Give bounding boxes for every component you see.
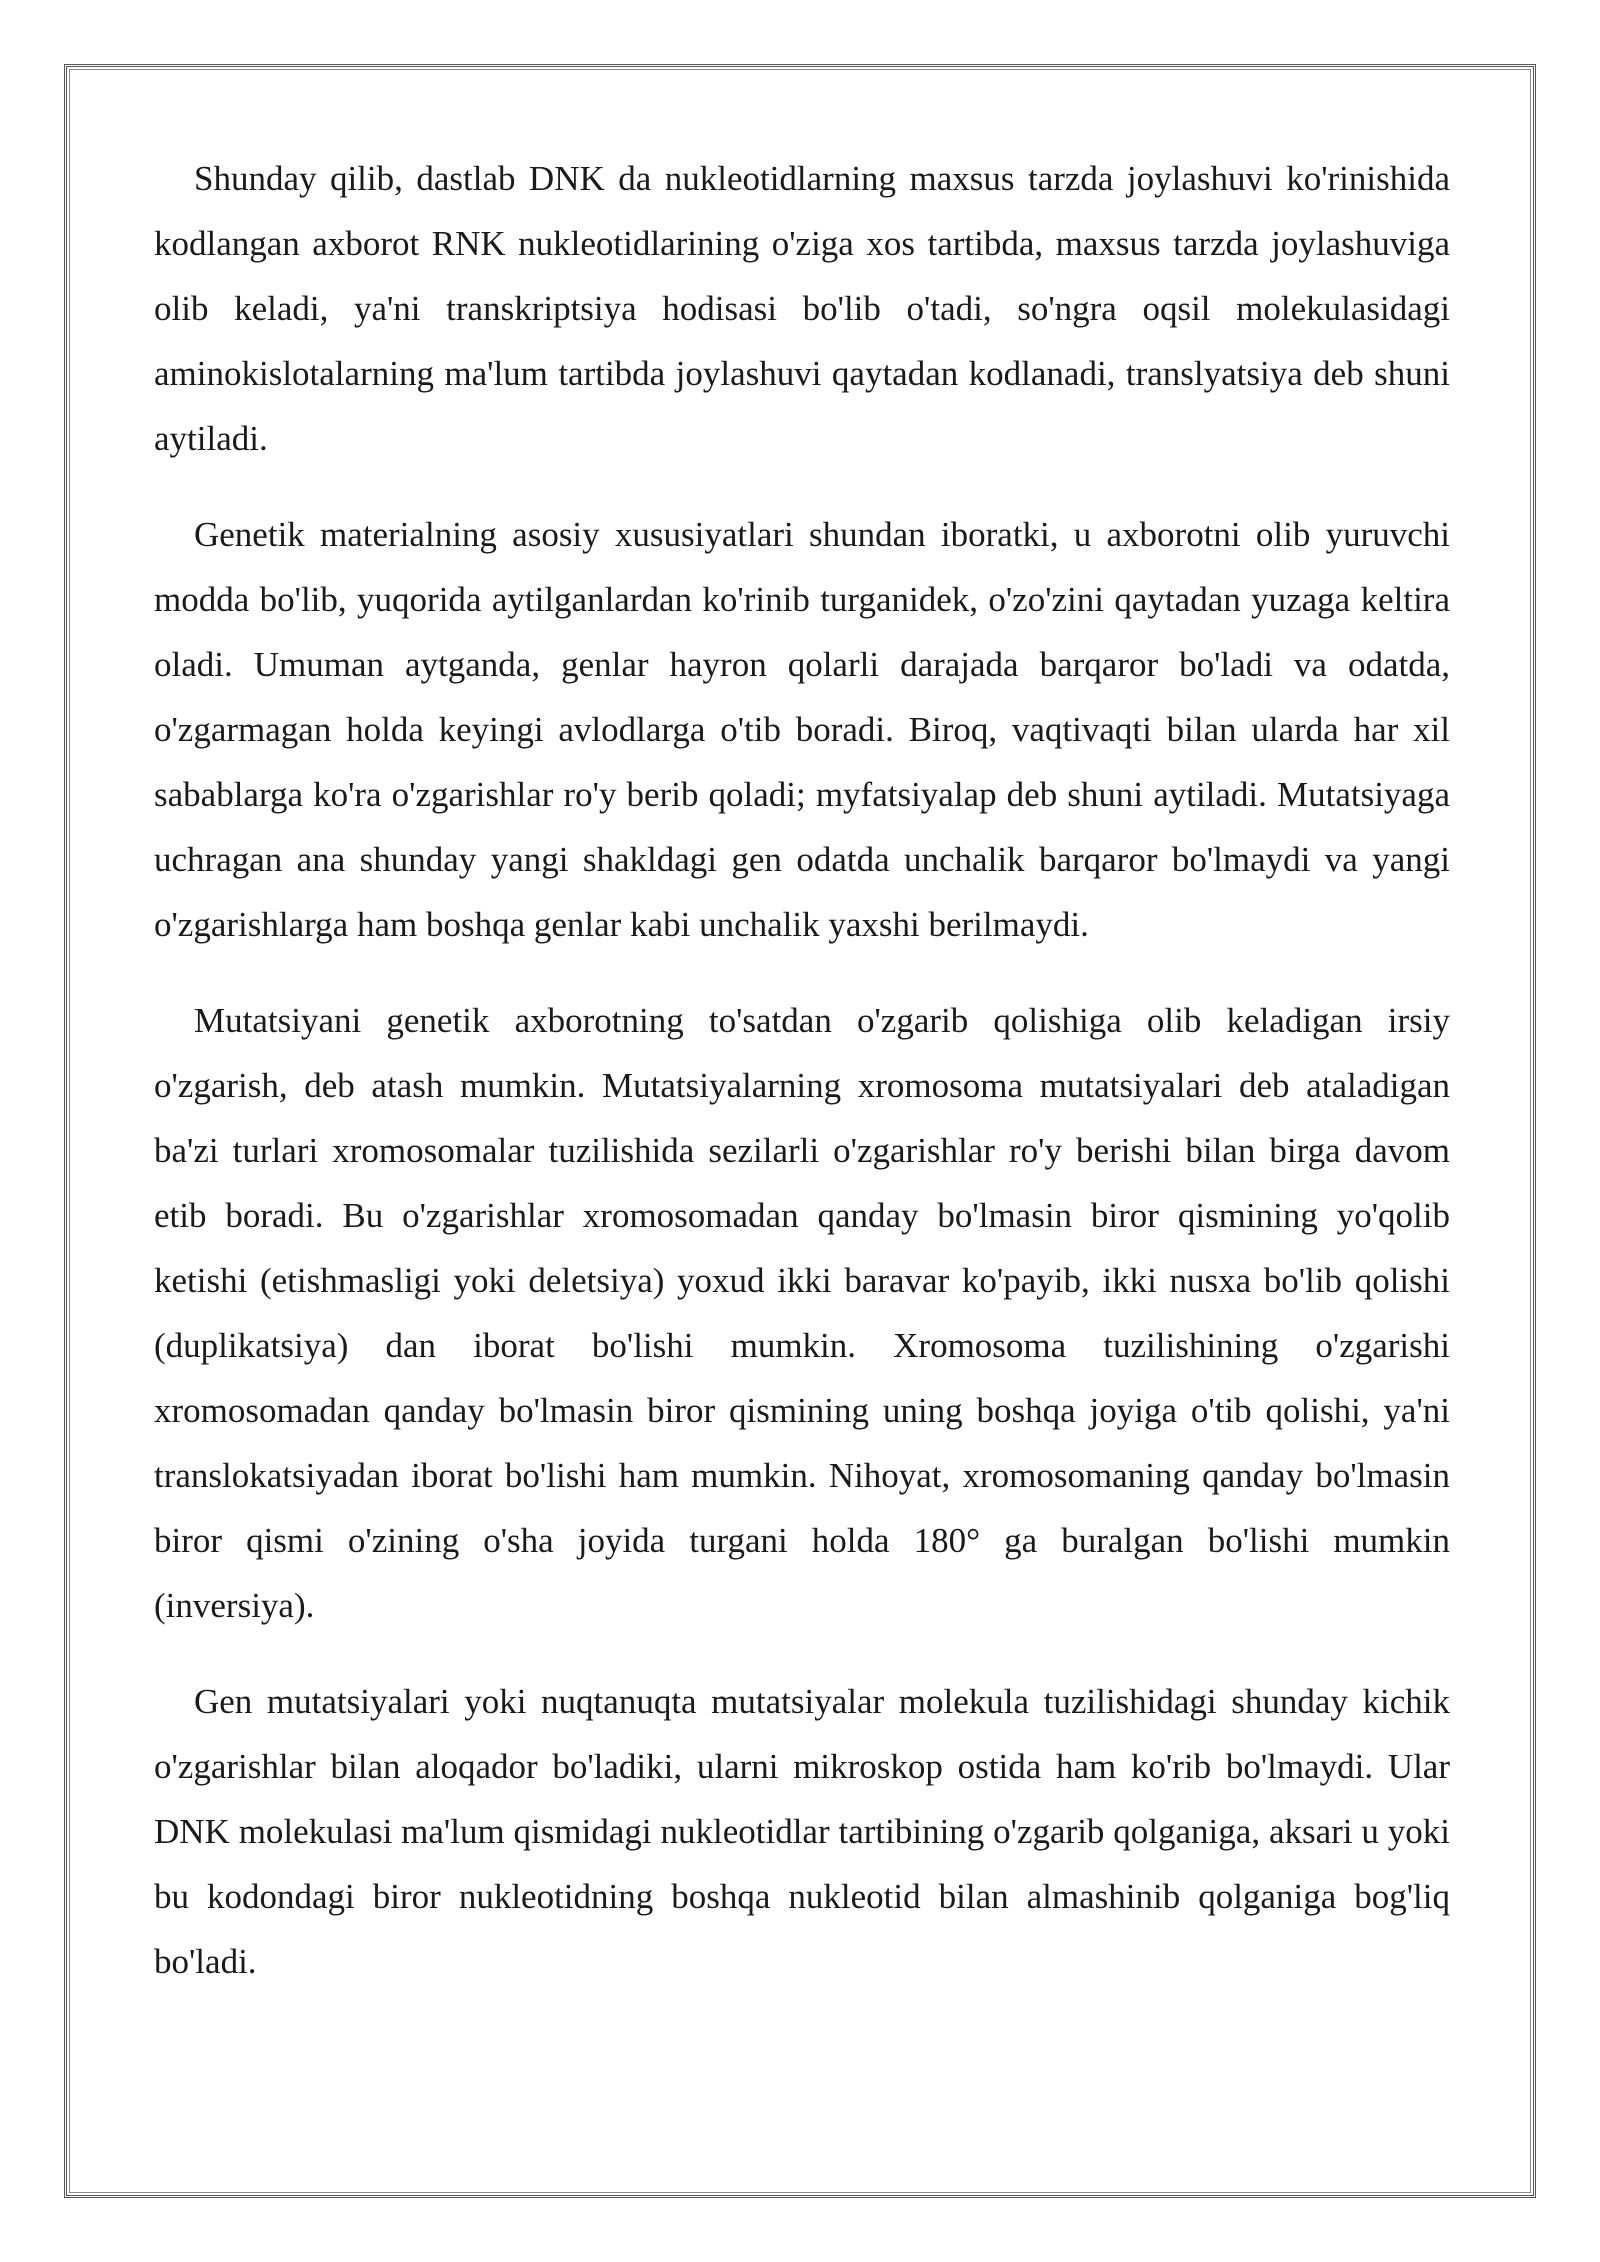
document-body bbox=[154, 146, 1450, 2025]
paragraph-1: Shunday qilib, dastlab DNK da nukleotidlarning maxsus tarzda joylashuvi ko'rinishida kodlangan axborot RNK nukleotidlarining o'ziga xos tartibda, maxsus tarzda joylashuviga olib keladi, ya'ni transkriptsiya hodisasi bo'lib o'tadi, so'ngra oqsil molekulasidagi aminokislotalarning ma'lum tartibda joylashuvi qaytadan kodlanadi, translyatsiya deb shuni aytiladi. bbox=[154, 159, 1450, 458]
paragraph-2: Genetik materialning asosiy xususiyatlari shundan iboratki, u axborotni olib yuruvchi modda bo'lib, yuqorida aytilganlardan ko'rinib turganidek, o'zo'zini qaytadan yuzaga keltira oladi. Umuman aytganda, genlar hayron qolarli darajada barqaror bo'ladi va odatda, o'zgarmagan holda keyingi avlodlarga o'tib boradi. Biroq, vaqtivaqti bilan ularda har xil sabablarga ko'ra o'zgarishlar ro'y berib qoladi; myfatsiyalap deb shuni aytiladi. Mutatsiyaga uchragan ana shunday yangi shakldagi gen odatda unchalik barqaror bo'lmaydi va yangi o'zgarishlarga ham boshqa genlar kabi unchalik yaxshi berilmaydi. bbox=[154, 515, 1450, 944]
paragraph-3: Mutatsiyani genetik axborotning to'satdan o'zgarib qolishiga olib keladigan irsiy o'zgarish, deb atash mumkin. Mutatsiyalarning xromosoma mutatsiyalari deb ataladigan ba'zi turlari xromosomalar tuzilishida sezilarli o'zgarishlar ro'y berishi bilan birga davom etib boradi. Bu o'zgarishlar xromosomadan qanday bo'lmasin biror qismining yo'qolib ketishi (etishmasligi yoki deletsiya) yoxud ikki baravar ko'payib, ikki nusxa bo'lib qolishi (duplikatsiya) dan iborat bo'lishi mumkin. Xromosoma tuzilishining o'zgarishi xromosomadan qanday bo'lmasin biror qismining uning boshqa joyiga o'tib qolishi, ya'ni translokatsiyadan iborat bo'lishi ham mumkin. Nihoyat, xromosomaning qanday bo'lmasin biror qismi o'zining o'sha joyida turgani holda 180° ga buralgan bo'lishi mumkin (inversiya). bbox=[154, 1001, 1450, 1625]
paragraph-4: Gen mutatsiyalari yoki nuqtanuqta mutatsiyalar molekula tuzilishidagi shunday kichik o'zgarishlar bilan aloqador bo'ladiki, ularni mikroskop ostida ham ko'rib bo'lmaydi. Ular DNK molekulasi ma'lum qismidagi nukleotidlar tartibining o'zgarib qolganiga, aksari u yoki bu kodondagi biror nukleotidning boshqa nukleotid bilan almashinib qolganiga bog'liq bo'ladi. bbox=[154, 1682, 1450, 1981]
